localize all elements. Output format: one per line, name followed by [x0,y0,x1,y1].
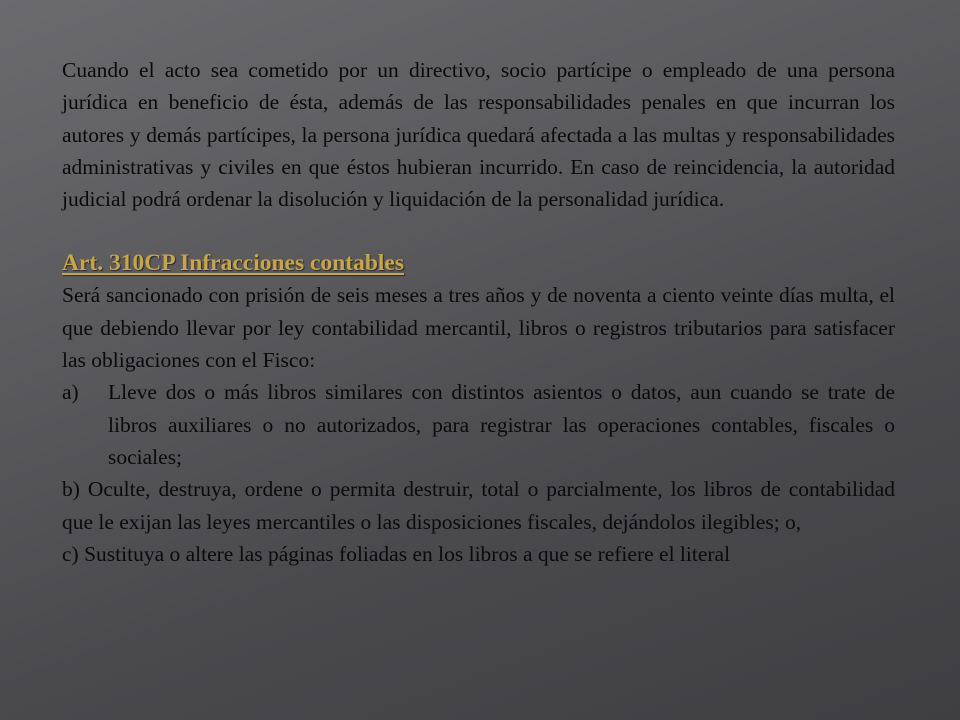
list-text-a: Lleve dos o más libros similares con distintos asientos o datos, aun cuando se trate de libros auxiliares o no autorizados, para registrar las operaciones contables, fiscales o sociales; [108,380,895,469]
list-marker-a: a) [62,380,79,405]
intro-paragraph: Cuando el acto sea cometido por un directivo, socio partícipe o empleado de una persona jurídica en beneficio de ésta, además de las responsabilidades penales en que incurran los autores y demás partícipes, la persona jurídica quedará afectada a las multas y responsabilidades administrativas y civiles en que éstos hubieran incurrido. En caso de reincidencia, la autoridad judicial podrá ordenar la disolución y liquidación de la personalidad jurídica. [62,58,895,212]
list-item-c: c) Sustituya o altere las páginas foliadas en los libros a que se refiere el literal [62,541,731,566]
slide-content [62,54,895,570]
list-item-b: b) Oculte, destruya, ordene o permita destruir, total o parcialmente, los libros de contabilidad que le exijan las leyes mercantiles o las disposiciones fiscales, dejándolos ilegibles; o, [62,477,895,534]
article-heading: Art. 310CP Infracciones contables [62,250,405,277]
article-body: Será sancionado con prisión de seis meses a tres años y de noventa a ciento veinte días multa, el que debiendo llevar por ley contabilidad mercantil, libros o registros tributarios para satisfacer las obligaciones con el Fisco: [62,283,895,373]
list-item-a [62,376,895,473]
spacer [62,215,895,247]
